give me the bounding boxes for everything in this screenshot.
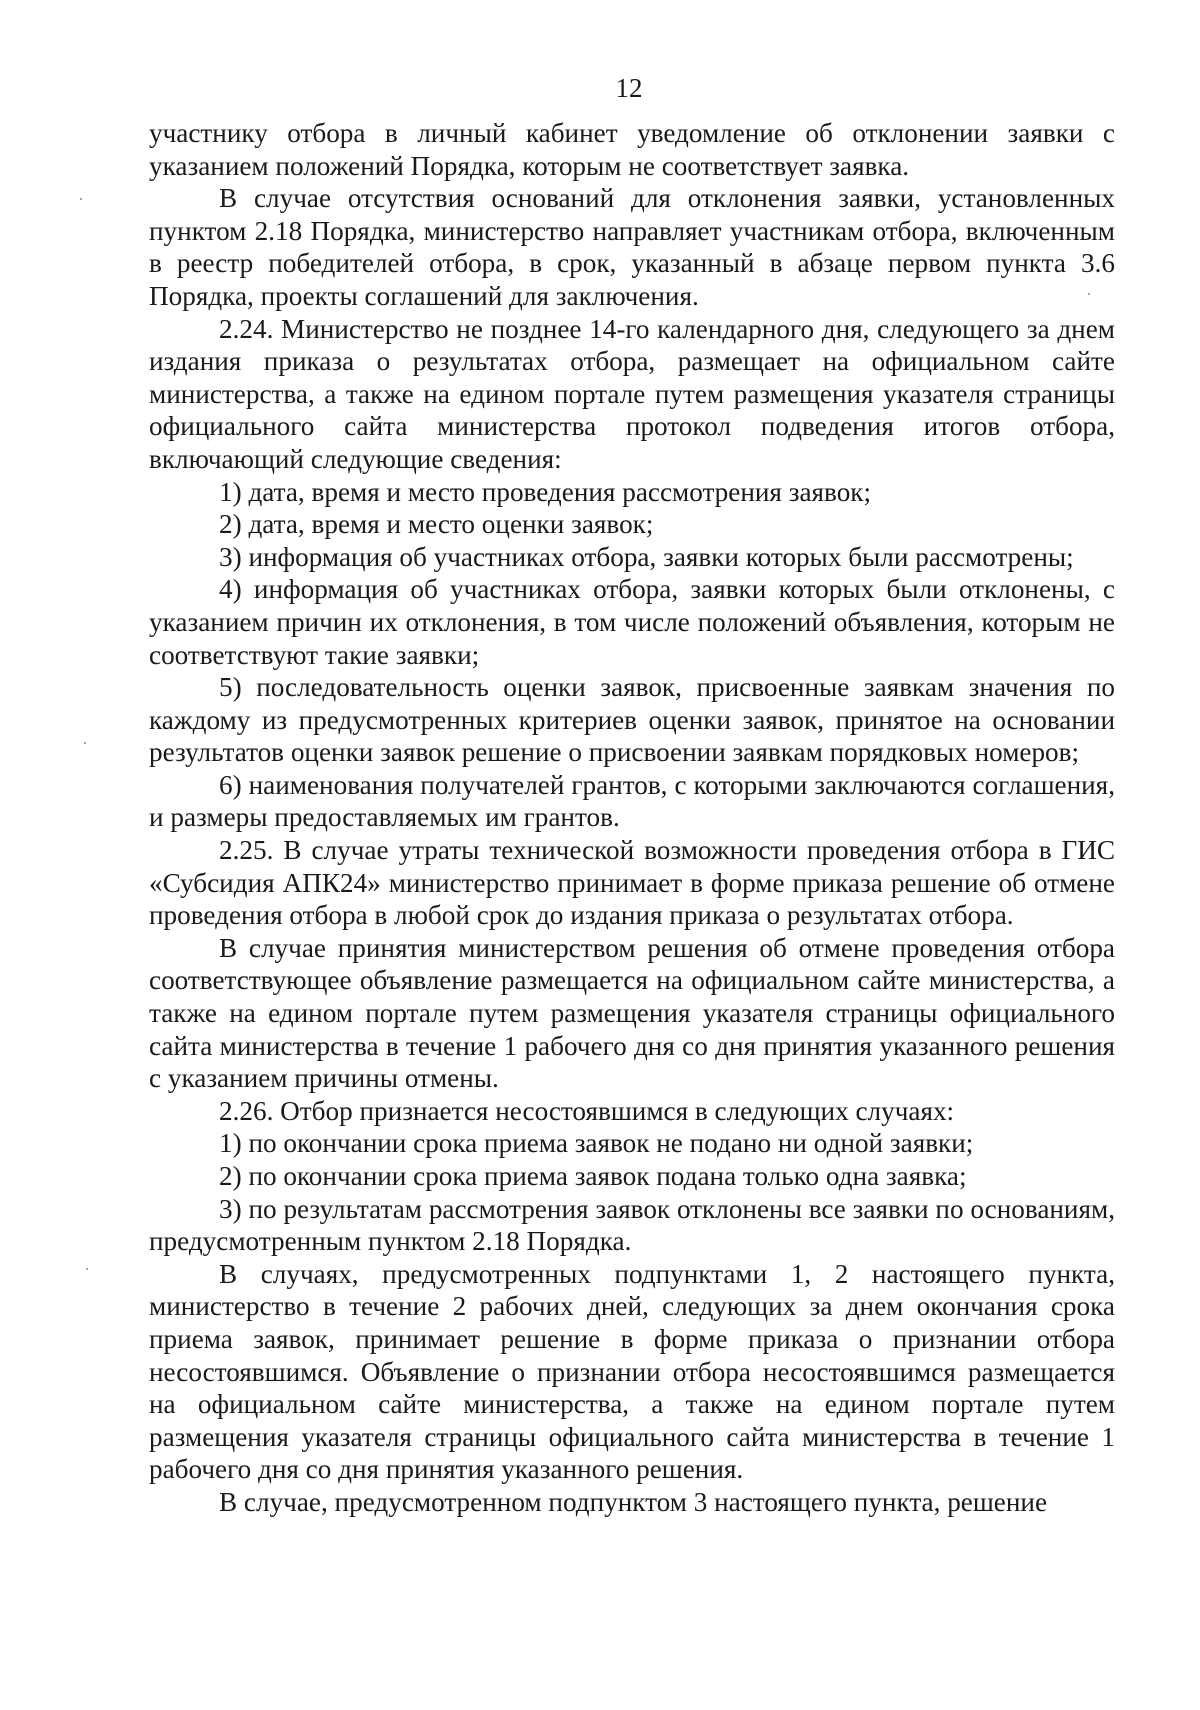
scan-speck [1088,293,1090,295]
list-item-2-24-6: 6) наименования получателей грантов, с которыми заключаются соглашения, и размеры предоставляемых им грантов. [149,769,1115,833]
page-number: 12 [615,73,643,103]
paragraph-2-26: 2.26. Отбор признается несостоявшимся в следующих случаях: [219,1095,955,1126]
list-item-2-26-3: 3) по результатам рассмотрения заявок отклонены все заявки по основаниям, предусмотренным пунктом 2.18 Порядка. [149,1193,1115,1257]
scan-speck [80,198,82,200]
list-item-2-26-2: 2) по окончании срока приема заявок подана только одна заявка; [219,1161,967,1191]
list-item-2-24-1: 1) дата, время и место проведения рассмотрения заявок; [219,476,872,507]
list-item-2-24-5: 5) последовательность оценки заявок, присвоенные заявкам значения по каждому из предусмотренных критериев оценки заявок, принятое на основании результатов оценки заявок решение о присвоении заявкам порядковых номеров; [149,672,1115,768]
paragraph-2-24: 2.24. Министерство не позднее 14-го календарного дня, следующего за днем издания приказа о результатах отбора, размещает на официальном сайте министерства, а также на едином портале путем размещения указателя страницы официального сайта министерства протокол подведения итогов отбора, включающий следующие сведения: [149,313,1115,474]
document-body [149,117,1115,1519]
paragraph-cancellation-notice: В случае принятия министерством решения об отмене проведения отбора соответствующее объявление размещается на официальном сайте министерства, а также на едином портале путем размещения указателя страницы официального сайта министерства в течение 1 рабочего дня со дня принятия указанного решения с указанием причины отмены. [149,932,1115,1094]
paragraph-subitem-3-decision: В случае, предусмотренном подпунктом 3 настоящего пункта, решение [219,1486,1048,1517]
list-item-2-24-4: 4) информация об участниках отбора, заявки которых были отклонены, с указанием причин их отклонения, в том числе положений объявления, которым не соответствуют такие заявки; [149,574,1115,670]
list-item-2-26-1: 1) по окончании срока приема заявок не подано ни одной заявки; [219,1128,974,1159]
paragraph-failed-selection: В случаях, предусмотренных подпунктами 1, 2 настоящего пункта, министерство в течение 2 рабочих дней, следующих за днем окончания срока приема заявок, принимает решение в форме приказа о признании отбора несостоявшимся. Объявление о признании отбора несостоявшимся размещается на официальном сайте министерства, а также на едином портале путем размещения указателя страницы официального сайта министерства в течение 1 рабочего дня со дня принятия указанного решения. [149,1258,1115,1485]
paragraph-no-rejection-grounds: В случае отсутствия оснований для отклонения заявки, установленных пунктом 2.18 Порядка, министерство направляет участникам отбора, включенным в реестр победителей отбора, в срок, указанный в абзаце первом пункта 3.6 Порядка, проекты соглашений для заключения. [149,183,1115,311]
scan-speck [84,742,86,744]
paragraph-continuation: участнику отбора в личный кабинет уведомление об отклонении заявки с указанием положений Порядка, которым не соответствует заявка. [149,118,1115,181]
paragraph-2-25: 2.25. В случае утраты технической возможности проведения отбора в ГИС «Субсидия АПК24» министерство принимает в форме приказа решение об отмене проведения отбора в любой срок до издания приказа о результатах отбора. [149,835,1115,931]
list-item-2-24-2: 2) дата, время и место оценки заявок; [219,509,654,540]
scan-speck [86,1268,88,1270]
list-item-2-24-3: 3) информация об участниках отбора, заявки которых были рассмотрены; [219,541,1074,572]
